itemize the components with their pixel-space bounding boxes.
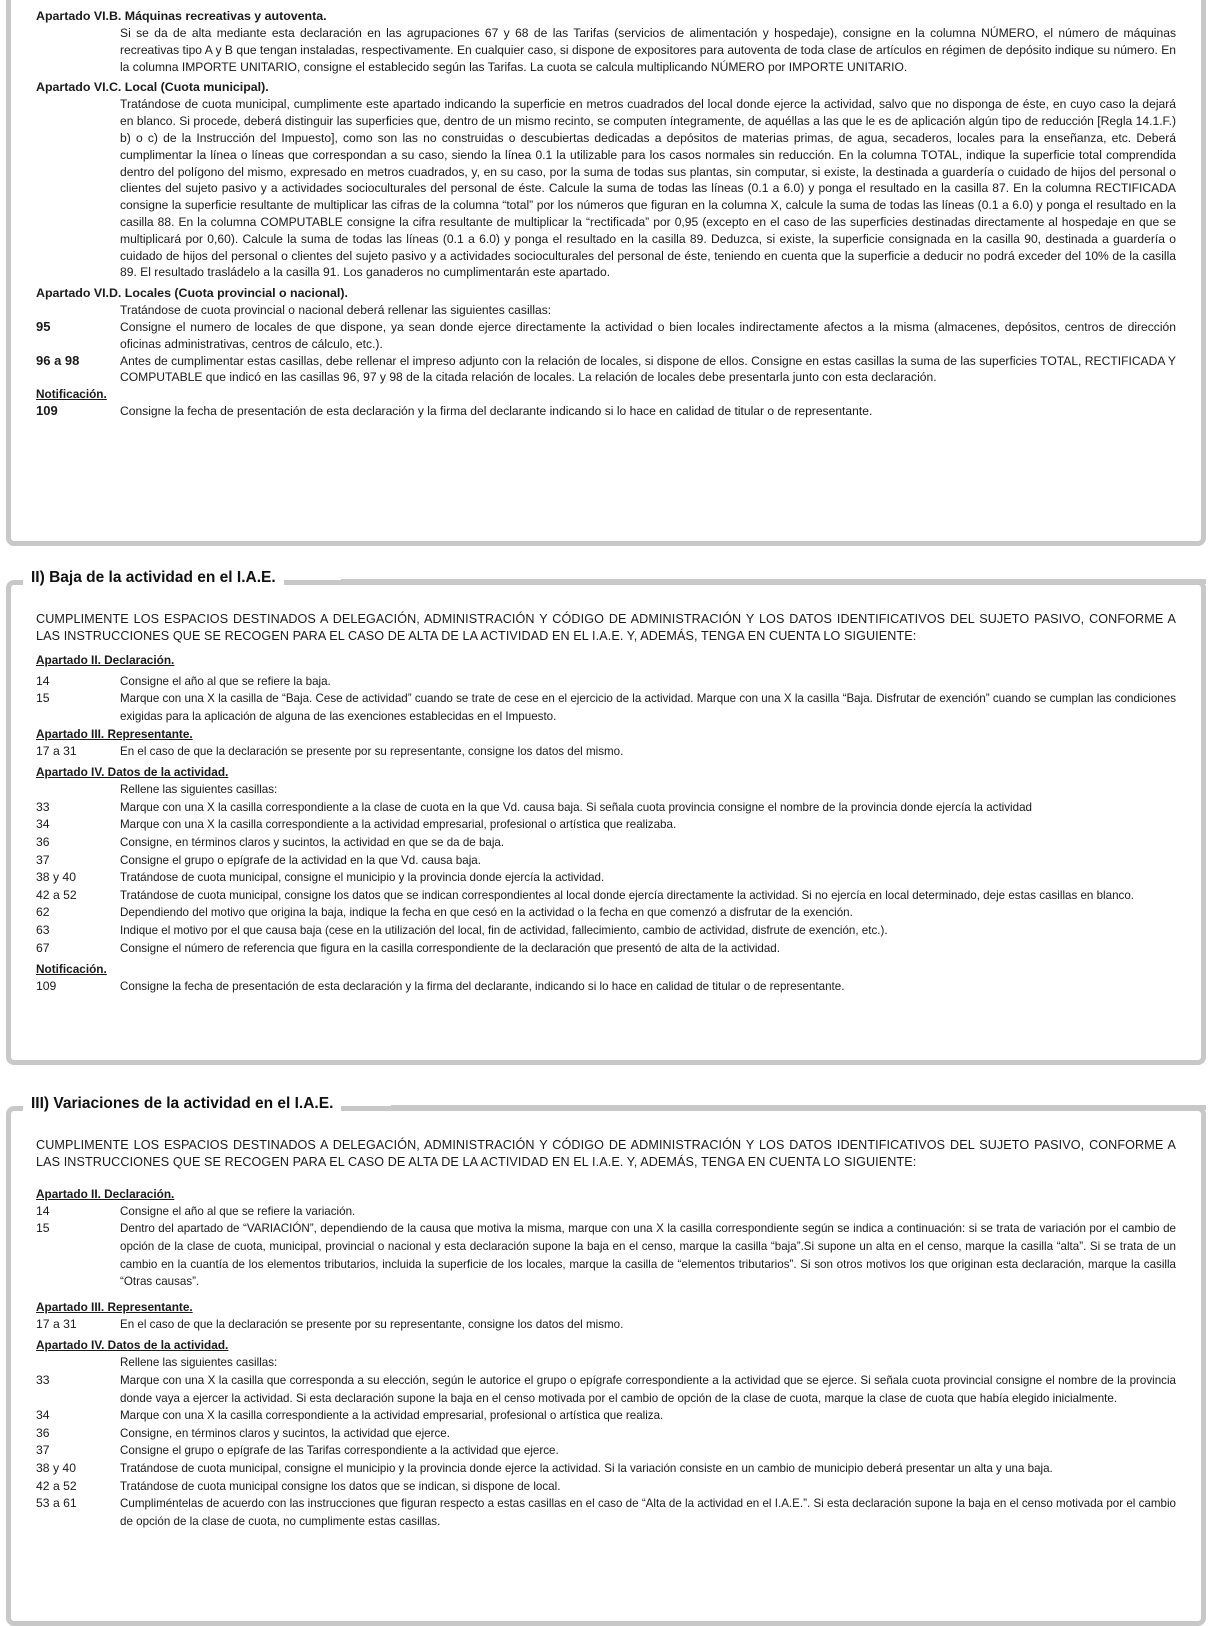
casilla-number: 42 a 52 [36, 1478, 77, 1493]
casilla-text: Indique el motivo por el que causa baja (cese en la utilización del local, fin de actividad, fallecimiento, cambio de actividad, disfrute de exención, etc.). [120, 923, 888, 937]
heading-notificacion: Notificación. [36, 387, 107, 402]
casilla-text: Dentro del apartado de “VARIACIÓN”, dependiendo de la causa que motiva la misma, marque con una X la casilla correspondiente según se indica a continuación: si se trata de variación por el cambio de opción de la clase de cuota, municipal, provincial o nacional y esta declaración supone la baja en el censo, marque la casilla “baja”.Si supone un alta en el censo, marque la casilla “alta”. Si se trata de un cambio en la cuantía de los elementos tributarios, incluida la superficie de los locales, marque la casilla de “elementos tributarios”. Si son otros motivos los que originan esta declaración, marque la casilla “Otras causas”. [120, 1222, 1176, 1289]
casilla-number: 37 [36, 1443, 50, 1458]
heading-apartado-iii: Apartado III. Representante. [36, 726, 193, 741]
casilla-number: 15 [36, 1221, 50, 1236]
casilla-text: Consigne el año al que se refiere la baja. [120, 674, 331, 688]
casilla-number: 95 [36, 318, 51, 334]
casilla-number: 33 [36, 1372, 50, 1387]
text-apartado-iv-intro: Rellene las siguientes casillas: [120, 1356, 278, 1370]
section-title-rule [341, 579, 1206, 584]
casilla-text: Marque con una X la casilla correspondiente a la actividad empresarial, profesional o artística que realizaba. [120, 818, 677, 832]
heading-notificacion: Notificación. [36, 962, 107, 977]
list-item [36, 852, 1176, 870]
list-item [36, 1372, 1176, 1407]
casilla-text: Tratándose de cuota municipal consigne los datos que se indican, si dispone de local. [120, 1479, 561, 1493]
casilla-number: 62 [36, 905, 50, 920]
casilla-number: 15 [36, 691, 50, 706]
casilla-number: 67 [36, 940, 50, 955]
casilla-text: En el caso de que la declaración se presente por su representante, consigne los datos del mismo. [120, 1317, 624, 1331]
list-item [36, 1495, 1176, 1530]
heading-apartado-ii: Apartado II. Declaración. [36, 1186, 175, 1201]
casilla-number: 53 a 61 [36, 1496, 77, 1511]
list-item [36, 799, 1176, 817]
casilla-number: 14 [36, 1203, 50, 1218]
text-apartado-vi-b: Si se da de alta mediante esta declaración en las agrupaciones 67 y 68 de las Tarifas (servicios de alimentación y hospedaje), consigne en la columna NÚMERO, el número de máquinas recreativas tipo A y B que tengan instaladas, respectivamente. En cualquier caso, si dispone de expositores para autoventa de toda clase de artículos en régimen de depósito indique su número. En la columna IMPORTE UNITARIO, consigne el establecido según las Tarifas. La cuota se calcula multiplicando NÚMERO por IMPORTE UNITARIO. [120, 26, 1176, 74]
casilla-number: 37 [36, 852, 50, 867]
list-item [36, 978, 1176, 996]
casilla-number: 38 y 40 [36, 870, 76, 885]
instructions-caps: CUMPLIMENTE LOS ESPACIOS DESTINADOS A DELEGACIÓN, ADMINISTRACIÓN Y CÓDIGO DE ADMINISTRACIÓN Y LOS DATOS IDENTIFICATIVOS DEL SUJETO PASIVO, CONFORME A LAS INSTRUCCIONES QUE SE RECOGEN PARA EL CASO DE ALTA DE LA ACTIVIDAD EN EL I.A.E. Y, ADEMÁS, TENGA EN CUENTA LO SIGUIENTE: [36, 612, 1176, 644]
casilla-text: Marque con una X la casilla correspondiente a la actividad empresarial, profesional o artística que realiza. [120, 1409, 664, 1423]
heading-apartado-ii: Apartado II. Declaración. [36, 652, 175, 667]
casilla-number: 42 a 52 [36, 887, 77, 902]
casilla-text: Consigne, en términos claros y sucintos, la actividad en que se da de baja. [120, 835, 505, 849]
list-item [36, 904, 1176, 922]
section-title: II) Baja de la actividad en el I.A.E. [23, 569, 284, 587]
casilla-text: Cumpliméntelas de acuerdo con las instrucciones que figuran respecto a estas casillas en el caso de “Alta de la actividad en el I.A.E.”. Si esta declaración supone la baja en el censo motivada por el cambio de opción de la clase de cuota, no cumplimente estas casillas. [120, 1497, 1176, 1528]
list-item [36, 834, 1176, 852]
casilla-number: 63 [36, 922, 50, 937]
casilla-text: Consigne la fecha de presentación de esta declaración y la firma del declarante, indicando si lo hace en calidad de titular o de representante. [120, 980, 845, 994]
section-variaciones [6, 1095, 1206, 1626]
list-item [36, 1316, 1176, 1334]
text-apartado-vi-d-intro: Tratándose de cuota provincial o nacional deberá rellenar las siguientes casillas: [120, 303, 552, 318]
casilla-number: 96 a 98 [36, 352, 80, 368]
heading-apartado-vi-c: Apartado VI.C. Local (Cuota municipal). [36, 80, 269, 95]
casilla-number: 109 [36, 403, 58, 419]
casilla-number: 17 a 31 [36, 743, 77, 758]
section-baja [6, 569, 1206, 1065]
casilla-text: Antes de cumplimentar estas casillas, debe rellenar el impreso adjunto con la relación de locales, si dispone de ellos. Consigne en estas casillas la suma de las superficies TOTAL, RECTIFICADA Y COMPUTABLE que indicó en las casillas 96, 97 y 98 de la citada relación de locales. La relación de locales debe presentarla junto con esta declaración. [120, 353, 1176, 385]
list-item [36, 690, 1176, 725]
section-alta-continuation [6, 0, 1206, 546]
list-item [36, 887, 1176, 905]
casilla-text: Tratándose de cuota municipal, consigne los datos que se indican correspondientes al local donde ejercía directamente la actividad. Si no ejercía en local determinado, deje estas casillas en blanco. [120, 888, 1134, 902]
casilla-text: Dependiendo del motivo que origina la baja, indique la fecha en que cesó en la actividad o la fecha en que comenzó a disfrutar de la exención. [120, 906, 853, 920]
casilla-text: Consigne el grupo o epígrafe de la actividad en la que Vd. causa baja. [120, 853, 481, 867]
list-item [36, 869, 1176, 887]
casilla-text: Consigne el grupo o epígrafe de las Tarifas correspondiente a la actividad que ejerce. [120, 1444, 559, 1458]
casilla-text: Consigne el año al que se refiere la variación. [120, 1204, 356, 1218]
casilla-text: Marque con una X la casilla que corresponda a su elección, según le autorice el grupo o epígrafe correspondiente a la actividad que se ejerce. Si señala cuota provincial consigne el nombre de la provincia donde vaya a ejercer la actividad. Si esta declaración supone la baja en el censo motivada por el cambio de opción de la clase de cuota, marque la clase de cuota que había elegido inicialmente. [120, 1373, 1176, 1405]
instructions-caps: CUMPLIMENTE LOS ESPACIOS DESTINADOS A DELEGACIÓN, ADMINISTRACIÓN Y CÓDIGO DE ADMINISTRACIÓN Y LOS DATOS IDENTIFICATIVOS DEL SUJETO PASIVO, CONFORME A LAS INSTRUCCIONES QUE SE RECOGEN PARA EL CASO DE ALTA DE LA ACTIVIDAD EN EL I.A.E. Y, ADEMÁS, TENGA EN CUENTA LO SIGUIENTE: [36, 1138, 1176, 1170]
casilla-text: Marque con una X la casilla correspondiente a la clase de cuota en la que Vd. causa baja. Si señala cuota provincia consigne el nombre de la provincia donde ejercía la actividad [120, 800, 1032, 814]
casilla-number: 34 [36, 817, 50, 832]
casilla-text: Consigne el numero de locales de que dispone, ya sean donde ejerce directamente la actividad o bien locales indirectamente afectos a la misma (almacenes, depósitos, centros de dirección oficinas administrativas, centros de cálculo, etc.). [120, 319, 1176, 351]
casilla-number: 109 [36, 979, 57, 994]
casilla-text: Marque con una X la casilla de “Baja. Cese de actividad” cuando se trate de cese en el ejercicio de la actividad. Marque con una X la casilla “Baja. Disfrutar de exención” cuando se cumplan las condiciones exigidas para la aplicación de alguna de las exenciones establecidas en el Impuesto. [120, 692, 1176, 723]
casilla-number: 36 [36, 1425, 50, 1440]
casilla-text: En el caso de que la declaración se presente por su representante, consigne los datos del mismo. [120, 744, 624, 758]
casilla-number: 14 [36, 673, 50, 688]
heading-apartado-iv: Apartado IV. Datos de la actividad. [36, 765, 229, 780]
casilla-text: Consigne el número de referencia que figura en la casilla correspondiente de la declaración que presentó de alta de la actividad. [120, 941, 780, 955]
list-item [36, 353, 1176, 387]
casilla-number: 36 [36, 834, 50, 849]
casilla-number: 38 y 40 [36, 1460, 76, 1475]
list-item [36, 1203, 1176, 1221]
list-item [36, 1407, 1176, 1425]
heading-apartado-iii: Apartado III. Representante. [36, 1299, 193, 1314]
casilla-text: Consigne, en términos claros y sucintos, la actividad que ejerce. [120, 1426, 450, 1440]
list-item [36, 1425, 1176, 1443]
text-apartado-vi-c: Tratándose de cuota municipal, cumplimente este apartado indicando la superficie en metros cuadrados del local donde ejerce la actividad, salvo que no disponga de éste, en cuyo caso la dejará en blanco. Si procede, deberá distinguir las superficies que, dentro de un mismo recinto, se computen íntegramente, de aquéllas a las que le es de aplicación algún tipo de reducción [Regla 14.1.F.) b) o c) de la Instrucción del Impuesto], como son las no construidas o descubiertas dedicadas a depósitos de materias primas, de agua, secaderos, locales para la enseñanza, etc. Deberá cumplimentar la línea o líneas que correspondan a su caso, siendo la línea 0.1 la utilizable para los casos normales sin reducción. En la columna TOTAL, indique la superficie total comprendida dentro del polígono del mismo, expresado en metros cuadrados, y, en su caso, por la suma de todas sus plantas, sin computar, si existe, la destinada a guardería o cuidado de hijos del personal o clientes del sujeto pasivo y a actividades socioculturales del personal de éste. Calcule la suma de todas las líneas (0.1 a 6.0) y ponga el resultado en la casilla 87. En la columna RECTIFICADA consigne la superficie resultante de multiplicar las cifras de la columna “total” por los números que figuran en la columna X, calcule la suma de todas las líneas (0.1 a 6.0) y ponga el resultado en la casilla 88. En la columna COMPUTABLE consigne la cifra resultante de multiplicar la “rectificada” por 0,95 (excepto en el caso de las superficies destinadas directamente al hospedaje en que se multiplicará por 0,60). Calcule la suma de todas las líneas (0.1 a 6.0) y ponga el resultado en la casilla 89. Deduzca, si existe, la superficie consignada en la casilla 90, destinada a guardería o cuidado de hijos del personal o clientes del sujeto pasivo y a actividades socioculturales del personal de éste, teniendo en cuenta que la superficie a deducir no podrá exceder del 10% de la casilla 89. El resultado trasládelo a la casilla 91. Los ganaderos no cumplimentarán este apartado. [120, 97, 1176, 280]
list-item [36, 743, 1176, 761]
heading-apartado-vi-d: Apartado VI.D. Locales (Cuota provincial o nacional). [36, 286, 348, 301]
heading-apartado-vi-b: Apartado VI.B. Máquinas recreativas y autoventa. [36, 9, 327, 23]
list-item [36, 1442, 1176, 1460]
casilla-number: 33 [36, 799, 50, 814]
list-item [36, 922, 1176, 940]
list-item [36, 940, 1176, 958]
section-title-rule [391, 1105, 1206, 1110]
casilla-number: 34 [36, 1408, 50, 1423]
casilla-number: 17 a 31 [36, 1316, 77, 1331]
heading-apartado-iv: Apartado IV. Datos de la actividad. [36, 1338, 229, 1353]
list-item [36, 673, 1176, 691]
list-item [36, 1220, 1176, 1290]
section-title: III) Variaciones de la actividad en el I.A.E. [23, 1095, 341, 1113]
list-item [36, 1478, 1176, 1496]
casilla-text: Tratándose de cuota municipal, consigne el municipio y la provincia donde ejerce la actividad. Si la variación consiste en un cambio de municipio deberá presentar un alta y una baja. [120, 1461, 1053, 1475]
list-item [36, 816, 1176, 834]
text-apartado-iv-intro: Rellene las siguientes casillas: [120, 783, 278, 797]
list-item [36, 403, 1176, 420]
casilla-text: Tratándose de cuota municipal, consigne el municipio y la provincia donde ejercía la actividad. [120, 871, 605, 885]
list-item [36, 1460, 1176, 1478]
list-item [36, 319, 1176, 353]
casilla-text: Consigne la fecha de presentación de esta declaración y la firma del declarante indicando si lo hace en calidad de titular o de representante. [120, 404, 873, 419]
